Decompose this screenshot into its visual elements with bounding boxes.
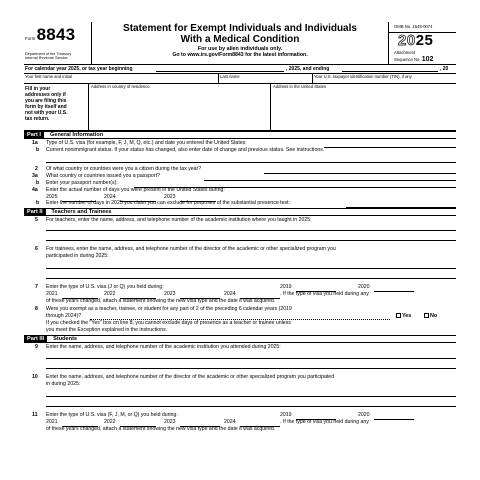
calendar-label: For calendar year 2025, or tax year beginning: [25, 66, 133, 72]
form-instructions-link: Go to www.irs.gov/Form8843 for the latest information.: [172, 52, 308, 59]
part-1-tag: Part I: [24, 132, 44, 139]
part-2-tag: Part II: [24, 209, 46, 216]
form-id-block: [24, 22, 92, 65]
l7-visa-2020-field[interactable]: [374, 291, 414, 292]
part-1-header: [24, 131, 456, 139]
line-8-no-checkbox[interactable]: No: [424, 313, 437, 319]
l7-year-2023: 2023: [164, 291, 176, 297]
line-9-field-1[interactable]: [46, 358, 456, 359]
tax-year: 2025: [398, 32, 434, 49]
calendar-end-label: , 20: [440, 66, 449, 72]
year-2025-label: 2025: [46, 194, 58, 200]
l7-year-2021: 2021: [46, 291, 58, 297]
tax-year-end-field[interactable]: [342, 66, 438, 72]
residence-address-label: Address in country of residence: [91, 84, 150, 89]
form-subtitle: For use by alien individuals only.: [197, 46, 283, 52]
department-label: [25, 52, 91, 61]
part-2-header: [24, 208, 456, 216]
line-5-field-2[interactable]: [46, 240, 456, 241]
form-title-1: Statement for Exempt Individuals and Individuals: [123, 23, 357, 34]
part-2-title: Teachers and Trainees: [51, 209, 112, 215]
last-name-field[interactable]: [218, 74, 312, 84]
line-2-field[interactable]: [264, 173, 456, 174]
tin-label: Your U.S. taxpayer identification number (TIN), if any: [314, 74, 412, 79]
us-address-label: Address in the United States: [273, 84, 327, 89]
residence-address-field[interactable]: [88, 84, 270, 131]
line-9-field-2[interactable]: [46, 368, 456, 369]
form-8843-page: Form 8843 Department of the Treasury Internal Revenue Service Statement for Exempt Individuals and Individuals With a Medical Condition For use by alien individuals only. Go to www.irs.gov/Form8843 for the latest information. OMB No. 1545-0074 2025 Attachment Sequence No. 102 For calendar year 2025, or tax year beginning , 2025, and ending , 20 Your first name and initial Last name Your U.S. taxpayer identification number (TIN), if any Fill in your addresses only if you are filing this form by itself and not with your U.S. tax return. Address in country of residence Address in the United States Part I General Information 1a Type of U.S. visa (for example, F, J, M, Q, etc.) and date you entered the United States: b Current nonimmigrant status. If your status has changed, also enter date of change and previous status. See instructions. 2 Of what country or countries were you a citizen during the tax year? 3a What country or countries issued you a passport? b Enter your passport number(s): 4a Enter the actual number of days you were present in the United States during: 2025 2024 2023 b Enter the number of days in 2025 you claim you can exclude for purposes of the substantial presence test: Part II Teachers and Trainees 5 For teachers, enter the name, address, and telephone number of the academic institution where you taught in 2025: 6 For trainees, enter the name, address, and telephone number of the director of the academic or other specialized program you participated in during 2025: 7 Enter the type of U.S. visa (J or Q) you held during: 2019 2020 2021 2022 2023 2024 . If the type of visa you held during any of these years changed, attach a statement showing the new visa type and the date it was acquired. 8 Were you exempt as a teacher, trainee, or student for any part of 2 of the preceding 6 calendar years (2019 through 2024)? Yes No If you checked the "Yes" box on line 8, you cannot exclude days of presence as a teacher or trainee unless you meet the Exception explained in the instructions. Part III Students 9 Enter the name, address, and telephone number of the academic institution you attended during 2025: 10 Enter the name, address, and telephone number of the director of the academic or other specialized program you participated in during 2025: 11 Enter the type of U.S. visa (F, J, M, or Q) you held during: 2019 2020 2021 2022 2023 2024 . If the type of visa you held during any of these years changed, attach a statement showing the new visa type and the date it was acquired.: [24, 22, 456, 478]
form-word: Form: [25, 36, 36, 41]
part-1-title: General Information: [50, 132, 104, 138]
no-box[interactable]: [424, 313, 429, 318]
l11-year-2022: 2022: [104, 419, 116, 425]
line-1a-field[interactable]: [324, 147, 456, 148]
calendar-year-row: [24, 65, 456, 74]
year-2024-label: 2024: [104, 194, 116, 200]
line-1b-field[interactable]: [46, 162, 456, 163]
part-3-title: Students: [53, 336, 78, 342]
first-name-field[interactable]: [24, 74, 218, 84]
calendar-mid-label: , 2025, and ending: [286, 66, 330, 72]
l11-year-2023: 2023: [164, 419, 176, 425]
form-title-block: [92, 24, 388, 65]
first-name-label: Your first name and initial: [25, 74, 72, 79]
line-10-field-2[interactable]: [46, 406, 456, 407]
name-row: [24, 74, 456, 84]
last-name-label: Last name: [220, 74, 240, 79]
yes-box[interactable]: [396, 313, 401, 318]
omb-number: OMB No. 1545-0074: [394, 24, 433, 29]
tin-field[interactable]: [312, 74, 456, 84]
line-6-field-1[interactable]: [46, 268, 456, 269]
form-number: 8843: [36, 25, 76, 44]
part-3-header: [24, 335, 456, 343]
l7-year-2019: 2019: [280, 284, 292, 290]
tax-year-begin-field[interactable]: [156, 66, 284, 72]
l11-year-2024: 2024: [224, 419, 236, 425]
year-2023-label: 2023: [164, 194, 176, 200]
form-title-2: With a Medical Condition: [180, 33, 300, 45]
line-5-field-1[interactable]: [46, 230, 456, 231]
l11-year-2020: 2020: [358, 412, 370, 418]
dept-line-2: Internal Revenue Service: [25, 56, 68, 61]
us-address-field[interactable]: [270, 84, 456, 131]
l7-year-2020: 2020: [358, 284, 370, 290]
fill-in-instructions: Fill in your addresses only if you are filing this form by itself and not with your U.S. tax return.: [25, 86, 68, 123]
line-6-field-2[interactable]: [46, 278, 456, 279]
sequence-number: Sequence No. 102: [394, 56, 434, 63]
line-10-field-1[interactable]: [46, 396, 456, 397]
part-3-tag: Part III: [24, 336, 47, 343]
form-meta-block: [388, 22, 456, 65]
attachment-label: Attachment: [394, 50, 416, 55]
dept-line-1: Department of the Treasury: [25, 51, 72, 56]
l7-year-2022: 2022: [104, 291, 116, 297]
l7-year-2024: 2024: [224, 291, 236, 297]
l11-visa-2020-field[interactable]: [374, 419, 414, 420]
line-3a-field[interactable]: [204, 180, 456, 181]
l11-year-2021: 2021: [46, 419, 58, 425]
l11-year-2019: 2019: [280, 412, 292, 418]
address-block: [24, 84, 456, 131]
line-8-yes-checkbox[interactable]: Yes: [396, 313, 411, 319]
form-header: [24, 22, 456, 65]
